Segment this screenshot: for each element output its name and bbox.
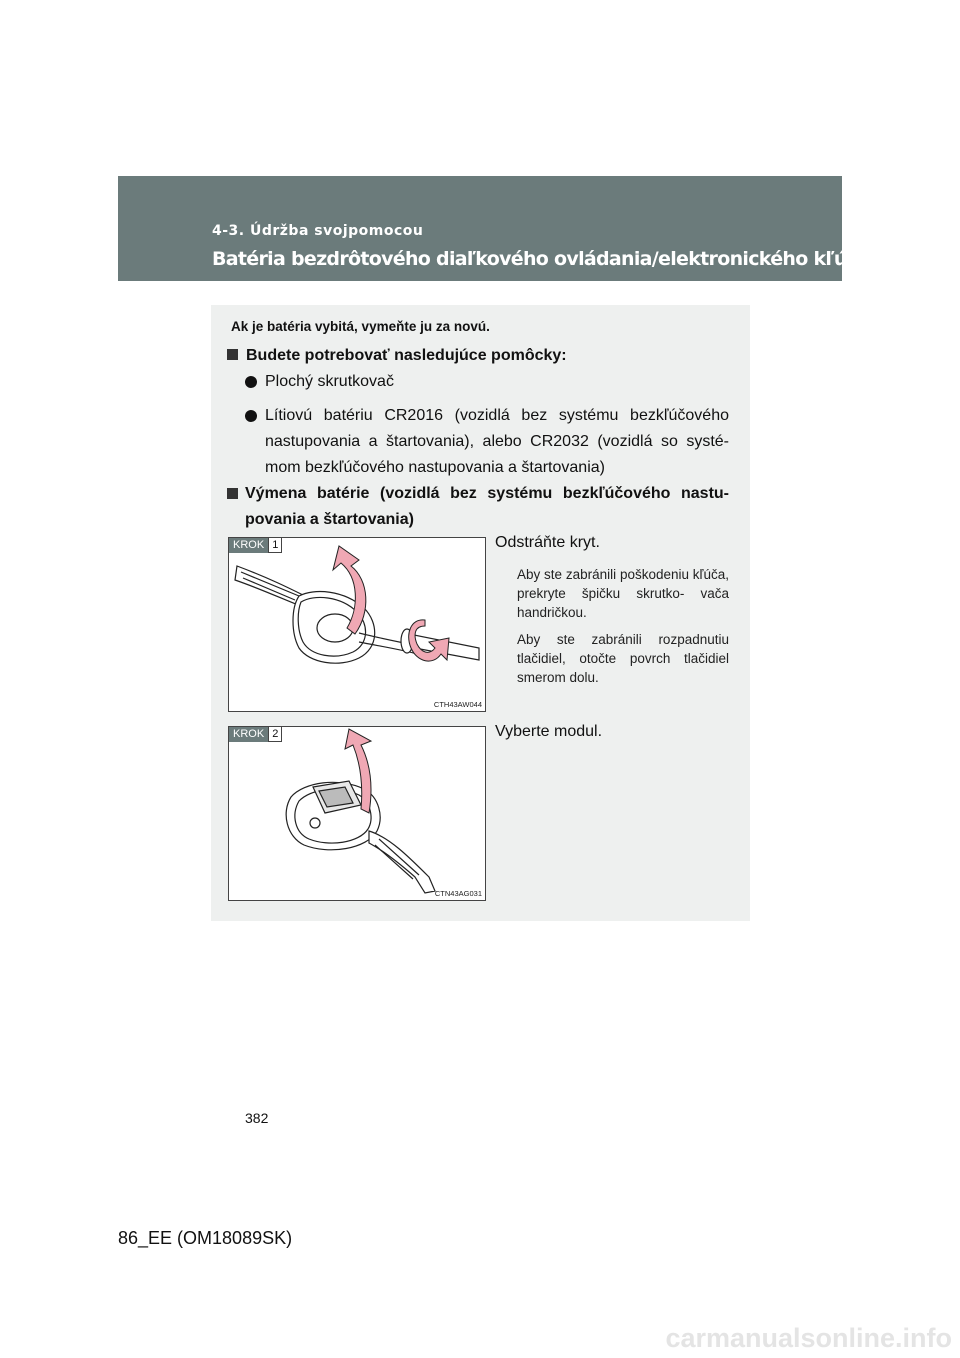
bullet-icon xyxy=(245,410,257,422)
page-number: 382 xyxy=(245,1110,269,1126)
step-1-title: Odstráňte kryt. xyxy=(495,534,600,551)
content-panel xyxy=(211,305,750,921)
step-label: KROK xyxy=(229,538,268,553)
step-badge xyxy=(229,538,282,553)
chapter-header xyxy=(118,176,870,281)
step-number: 1 xyxy=(268,538,282,553)
step-2-figure xyxy=(228,726,486,901)
step-number: 2 xyxy=(268,727,282,742)
replacement-heading-text: Výmena batérie (vozidlá bez systému bezkľúčového nastu- povania a štartovania) xyxy=(245,485,729,528)
list-item-text: Lítiovú batériu CR2016 (vozidlá bez systému bezkľúčového nastupovania a štartovania), alebo CR2032 (vozidlá so systé- mom bezkľúčového nastupovania a štartovania) xyxy=(265,407,729,476)
list-item xyxy=(245,403,729,481)
tools-heading-text: Budete potrebovať nasledujúce pomôcky: xyxy=(246,347,567,364)
key-module-removal-illustration xyxy=(229,727,485,900)
bullet-icon xyxy=(245,376,257,388)
replacement-heading xyxy=(227,481,729,533)
image-code: CTH43AW044 xyxy=(433,700,482,709)
step-2-title: Vyberte modul. xyxy=(495,723,603,740)
step-1-note: Aby ste zabránili poškodeniu kľúča, prekryte špičku skrutko- vača handričkou. xyxy=(517,567,729,620)
page-title: Batéria bezdrôtového diaľkového ovládania/elektronického kľúča xyxy=(212,248,870,270)
intro-text: Ak je batéria vybitá, vymeňte ju za novú. xyxy=(231,319,490,334)
section-label: 4-3. Údržba svojpomocou xyxy=(212,223,424,239)
watermark: carmanualsonline.info xyxy=(665,1323,952,1353)
step-1-note: Aby ste zabránili rozpadnutiu tlačidiel, otočte povrch tlačidiel smerom dolu. xyxy=(517,632,729,685)
list-item xyxy=(245,369,729,395)
list-item-text: Plochý skrutkovač xyxy=(265,373,394,390)
footer-code: 86_EE (OM18089SK) xyxy=(118,1228,293,1248)
square-bullet-icon xyxy=(227,488,238,499)
step-label: KROK xyxy=(229,727,268,742)
square-bullet-icon xyxy=(227,349,238,360)
image-code: CTN43AG031 xyxy=(434,889,482,898)
key-cover-removal-illustration xyxy=(229,538,485,711)
step-badge xyxy=(229,727,282,742)
tools-heading xyxy=(227,343,567,369)
step-1-figure xyxy=(228,537,486,712)
